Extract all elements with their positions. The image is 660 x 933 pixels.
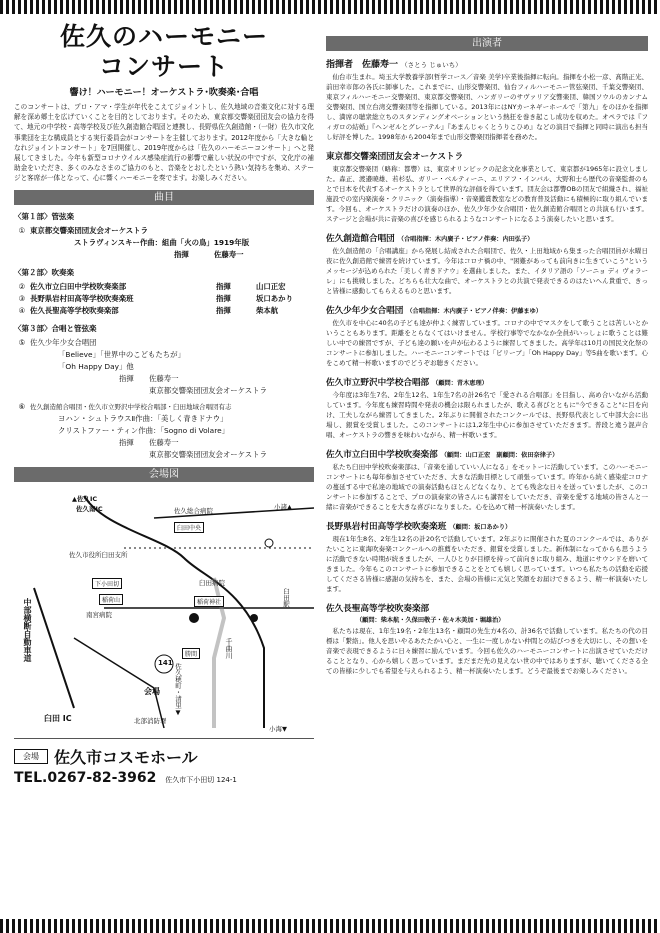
seisei-note: （顧問：柴本航・久保田敬子・佐々木美加・堀雄治） [356, 617, 505, 624]
iwamurada-text: 現在1年生8名、2年生12名の計20名で活動しています。2年ぶりに開催された夏のコンクールでは、ありがたいことに東海吹奏楽コンクールへの推薦をいただき、銀賞を受賞しました。新体制になってからも思うように活動できない時期が続きましたが、一人ひとりが目標を持って前向きに取り組み、地道にサウンドを磨いてきました。今年もこのコンサートに参加できることをとても嬉しく思っています。いつも私たちの活動を応援してくださる皆様に感謝の気持ちを、また、会場の皆様に元気と笑顔をお届けできるよう、精一杯演奏いたします。 [326, 535, 648, 593]
venue-info [14, 745, 314, 786]
conductor-name: 佐藤寿一 [149, 373, 179, 383]
program-song: ヨハン・シュトラウスⅡ作曲：「美しく青きドナウ」 [58, 413, 228, 423]
usuda-note: （顧問：山口正宏 副顧問：依田奈律子） [440, 452, 559, 459]
program-conductor-row [14, 249, 314, 261]
program-row [14, 293, 314, 305]
iwamurada-title: 長野県岩村田高等学校吹奏楽班 [326, 522, 447, 532]
program-num: ① [18, 225, 26, 235]
sozokan-text: 佐久創造館の「合唱講座」から発展し結成された合唱団で、佐久・上田地域から集まった合唱団員が水曜日夜に佐久創造館で練習を続けています。今年はコロナ禍の中、"困難があっても前向きに生きていこう"というメッセージが込められた「美しく青きドナウ」を選曲しました。また、イタリア語の「ソーニョ ディ ヴォラーレ」にも挑戦しました。どちらも壮大な曲で、オーケストラとの共演で発表できるのはたいへん貴重で、きっと皆様に感動してもらえるものと思います。 [326, 247, 648, 295]
venue-phone: TEL.0267-82-3962 [14, 769, 157, 786]
iwamurada-heading [326, 520, 648, 532]
conductor-role: 指揮 [216, 305, 231, 315]
map-label: 臼田 IC [44, 713, 72, 723]
nozawa-heading [326, 376, 648, 388]
program-group: 長野県岩村田高等学校吹奏楽班 [30, 293, 134, 303]
intro-text: このコンサートは、プロ・アマ・学生が年代をこえてジョイントし、佐久地域の音楽文化に対する理解を深め郷土を広げていくことを目的としております。そのため、東京都交響楽団団友会の協力を得て、地元の中学校・高等学校及び佐久創造館合唱団と連携し、長野県佐久創造館・（一財）佐久市文化事業団を主な構成員とする実行委員会がコンサートを主催しております。2012年度から「大きな輪となれジョイントコンサート」を7回開催し、2019年度からは「佐久のハーモニーコンサート」へと発展してきました。今年も新型コロナウイルス感染症流行の影響で厳しい状況の中ですが、文化庁の補助金をいただき、多くのみなさまのご協力のもと、音楽をとおしたという熱い気持ちを集め、ステージと客席が一体となって、心に響くハーモニーを奏でます。お楽しみください。 [14, 103, 314, 183]
conductor-name: 柴本航 [256, 305, 279, 315]
map-label: 臼田病院 [199, 578, 225, 587]
program-orchestra: 東京都交響楽団団友会オーケストラ [149, 449, 267, 459]
map-label: 佐久南IC [76, 504, 103, 513]
map-label: ▲佐久IC [72, 494, 98, 503]
sozokan-title: 佐久創造館合唱団 [326, 234, 395, 244]
map-label: 稲荷神社 [194, 596, 224, 607]
usuda-title: 佐久市立臼田中学校吹奏楽部 [326, 450, 438, 460]
conductor-reading: （さとう じゅいち） [401, 61, 462, 69]
program-row [14, 225, 314, 237]
map-label: 小海▼ [269, 724, 287, 733]
youth-text: 佐久市を中心に40名の子ども達が仲よく練習しています。コロナの中でマスクをして歌うことは苦しいとかいうこともあります。距離をとらなくてはいけません。学校行事等でなかなか全員がいっしょに歌うことは難しい中での練習ですが、子ども達の願いを声が伝わるように練習してきました。高学年は10月の国民文化祭のコンサートに参加しました。ハーモニーコンサートでは「ビリーブ」「Oh Happy Day」等5曲を歌います。心をこめて精一杯歌いますのでどうぞお聴きください。 [326, 319, 648, 367]
part2-list [14, 281, 314, 317]
part2-title: 〈第２部〉吹奏楽 [14, 267, 74, 277]
page-subtitle: 響け！ハーモニー！オーケストラ･吹奏楽･合唱 [69, 88, 259, 98]
program-heading: 曲目 [14, 190, 314, 205]
nozawa-text: 今年度は3年生7名、2年生12名、1年生7名の計26名で「愛される合唱部」を目指し、高め合いながら活動しています。今年度も練習時間や発表の機会は限られましたが、歌える喜びとともに"今できること"に目を向け、工夫しながら練習してきました。2年ぶりに開催されたコンクールでは、長野県代表として中部大会に出場し、銀賞を受賞しました。このコンサートには1,2年生中心に参加させていただきます。普段と違う混声合唱、オーケストラの響きを味わいながら、精一杯歌います。 [326, 391, 648, 439]
map-route-label: 中部横断自動車道 [23, 597, 32, 662]
conductor-heading [326, 57, 648, 70]
map-label: 稲荷山 [99, 594, 123, 605]
youth-note: （合唱指揮：木内廣子・ピアノ伴奏：伊藤まゆ） [406, 308, 542, 315]
piano-border-bottom [0, 919, 660, 933]
program-song: クリストファー・ティン作曲：「Sogno di Volare」 [58, 425, 230, 435]
sozokan-note: （合唱指揮：木内廣子・ピアノ伴奏：内田弘子） [397, 236, 534, 243]
conductor-role: 指揮 [119, 437, 134, 447]
program-group: 佐久少年少女合唱団 [30, 337, 97, 347]
venue-address: 佐久市下小田切 124-1 [165, 775, 237, 784]
map-label: 臼田中央 [174, 522, 204, 533]
left-column [14, 22, 314, 786]
conductor-role: 指揮 [174, 249, 189, 259]
youth-title: 佐久少年少女合唱団 [326, 306, 404, 316]
conductor-name: 坂口あかり [256, 293, 293, 303]
conductor-name: 指揮者 佐藤寿一 [326, 60, 399, 70]
venue-tel [14, 770, 314, 786]
program-conductor-row [14, 437, 314, 449]
program-row [14, 281, 314, 293]
right-column [326, 22, 648, 676]
venue-name: 佐久市コスモホール [54, 747, 198, 767]
map-venue-label: 会場 [144, 686, 160, 696]
map-label: 千曲川 [225, 637, 233, 659]
tmso-title: 東京都交響楽団団友会オーケストラ [326, 152, 464, 162]
map-label: 佐久穂町・清里▼ [174, 662, 182, 717]
part1-title: 〈第１部〉管弦楽 [14, 211, 74, 221]
nozawa-title: 佐久市立野沢中学校合唱部 [326, 378, 430, 388]
program-group: 佐久市立臼田中学校吹奏楽部 [30, 281, 127, 291]
program-num: ⑥ [18, 401, 26, 411]
program-group: 佐久創造館合唱団・佐久市立野沢中学校合唱部・臼田地域合唱団有志 [30, 402, 232, 411]
map-label: 臼田駅 [282, 587, 290, 608]
program-num: ④ [18, 305, 26, 315]
map-label: 佐久総合病院 [174, 506, 213, 515]
program-conductor-row [14, 373, 314, 385]
part3-title: 〈第３部〉合唱と管弦楽 [14, 323, 97, 333]
map-label: 下小田切 [92, 578, 122, 589]
conductor-role: 指揮 [119, 373, 134, 383]
program-row [14, 401, 314, 413]
program-piece: ストラヴィンスキー作曲：組曲「火の鳥」1919年版 [74, 237, 250, 247]
map-label: 小諸▲ [274, 502, 292, 511]
program-num: ② [18, 281, 26, 291]
map-label: 南宮病院 [86, 610, 112, 619]
conductor-bio: 仙台市生まれ。埼玉大学教養学部(哲学コース／音楽 美学)卒業後指揮に転向。指揮を小松一彦、髙階正光、前田幸市郎の各氏に師事した。これまでに、山形交響楽団、仙台フィルハーモニー管弦楽団、千葉交響楽団、東京フィルハーモニー交響楽団、東京都交響楽団、ハンガリーのサヴァリア交響楽団、韓国ソウルのカンナム交響楽団、国立台湾交響楽団等を指揮している。2013年にはNYカーネギーホールで「第九」をのほかを指揮し、満席の聴衆総立ちのスタンディングオベーションという熱狂を巻き起こし成功を収めた。オペラでは『フィガロの結婚』『ヘンゼルとグレーテル』『あまんじゃくとうりこひめ』などの演目で指揮と同時に演出も担当し好評を博した。1998年から2004年まで山形交響楽団指揮者を務めた。 [326, 73, 648, 141]
conductor-role: 指揮 [216, 281, 231, 291]
usuda-text: 私たち臼田中学校吹奏楽部は、「音楽を通していい人になる」をモットーに活動しています。このハーモニーコンサートにも毎年参加させていただき、大きな活動目標として頑張っています。昨年から続く感染症コロナの蔓延する中で私達の地域での演奏活動もほとんどなくなり、とても残念な日々を送っていましたが、このコンサートに参加することで、プロの演奏家の皆さんにも講習をしていただき、音楽を愛する地域の皆さんと一緒に音楽ができることを大きな喜びになりました。心を込めて精一杯演奏いたします。 [326, 463, 648, 511]
program-song: 「Oh Happy Day」他 [58, 361, 134, 371]
program-group: 佐久長聖高等学校吹奏楽部 [30, 305, 119, 315]
program-num: ③ [18, 293, 26, 303]
program-group: 東京都交響楽団団友会オーケストラ [30, 225, 148, 235]
iwamurada-note: （顧問：坂口あかり） [449, 524, 512, 531]
conductor-name: 佐藤寿一 [214, 249, 244, 259]
piano-border-top [0, 0, 660, 14]
tmso-text: 東京都交響楽団（略称：都響）は、東京オリンピックの記念文化事業として、東京都が1965年に設立しました。森正、渡邉暁雄、若杉弘、ガリー・ベルティーニ、エリアフ・インバル、大野和士ら歴代の音楽監督のもとで日本を代表するオーケストラとして世界的な評価を得ています。団友会は都響OBの団友で組織され、福祉施設での室内楽演奏・クリニック（演奏指導）・音楽鑑賞教室などの教育普及活動にも積極的に取り組んでいます。今回も、オーケストラだけの演奏のほか、佐久少年少女合唱団・佐久創造館合唱団との共演も行います。ステージと会場が共に音楽の喜びを感じられるようなコンサートになるよう演奏したいと思います。 [326, 165, 648, 223]
youth-heading [326, 304, 648, 316]
program-row [14, 337, 314, 349]
performers-heading: 出演者 [326, 36, 648, 51]
map-route-number: 141 [158, 658, 173, 667]
map-roads [14, 488, 314, 738]
nozawa-note: （顧問：青木恵理） [432, 380, 488, 387]
map-label: 勝間 [182, 648, 200, 659]
venue-label: 会場 [14, 749, 48, 764]
conductor-role: 指揮 [216, 293, 231, 303]
program-song: 「Believe」「世界中のこどもたちが」 [58, 349, 185, 359]
seisei-title: 佐久長聖高等学校吹奏楽部 [326, 604, 430, 614]
conductor-name: 山口正宏 [256, 281, 286, 291]
page-title: 佐久のハーモニー コンサート [59, 22, 268, 81]
map-label: 佐久市役所臼田支所 [69, 550, 128, 559]
map-heading: 会場図 [14, 467, 314, 482]
sozokan-heading [326, 232, 648, 244]
program-orchestra: 東京都交響楽団団友会オーケストラ [149, 385, 267, 395]
program-row [14, 305, 314, 317]
usuda-heading [326, 448, 648, 460]
seisei-text: 私たちは現在、1年生19名・2年生13名・顧問の先生方4名の、計36名で活動しています。私たちの代の目標は「繋絡」。他人を思いやるあたたかい心と、一生に一度しかない仲間との結びつきを大切にし、その想いを音楽で表現できるように日々練習に励んでいます。今回も佐久のハーモニーコンサートに出演させていただけることとなり、心から嬉しく思っています。まだまだ先の見えない世の中ではありますが、聴いてくださる全ての皆様に少しでも希望を与えられるよう、精一杯演奏いたします。どうぞ最後までお楽しみください。 [326, 627, 648, 675]
venue-map [14, 488, 314, 739]
map-label: 北部消防署 [134, 716, 167, 725]
program-num: ⑤ [18, 337, 26, 347]
conductor-name: 佐藤寿一 [149, 437, 179, 447]
